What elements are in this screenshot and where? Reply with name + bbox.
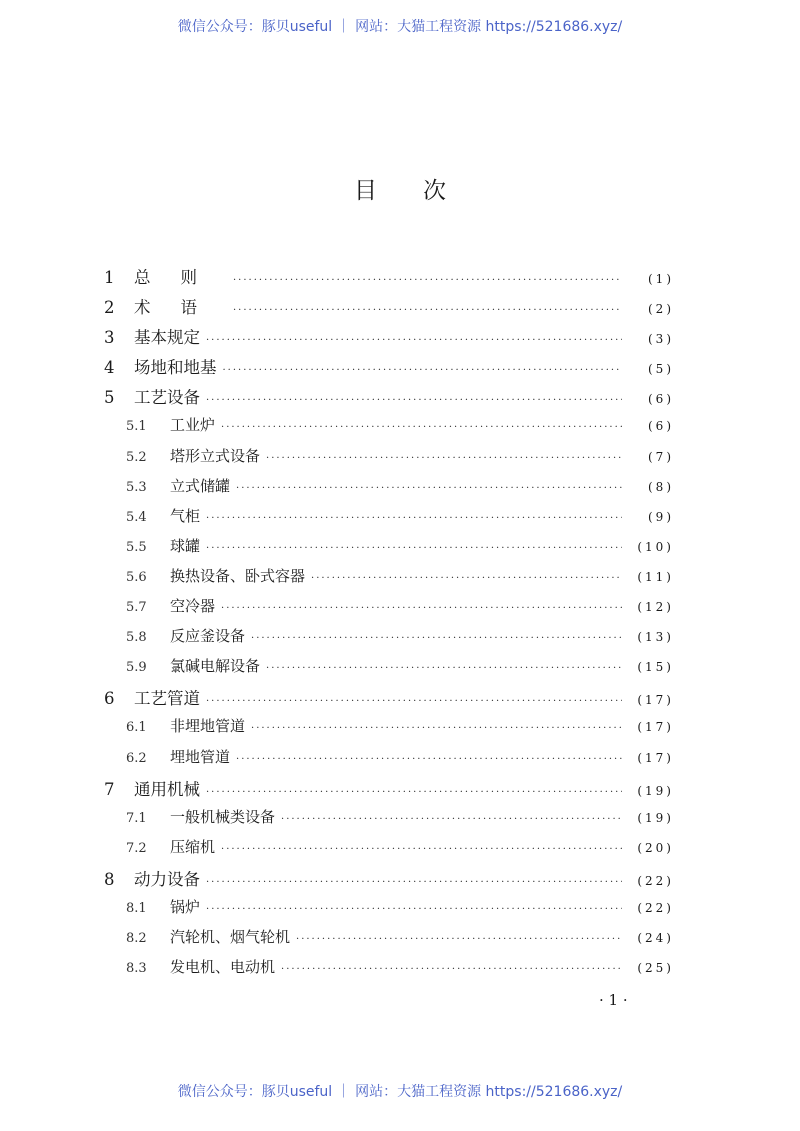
toc-leader-dots <box>281 814 622 825</box>
toc-leader-dots <box>236 754 622 765</box>
toc-entry-page: (17) <box>637 750 674 765</box>
toc-chapter-row[interactable] <box>104 866 674 896</box>
toc-entry-page: (8) <box>648 479 674 494</box>
toc-leader-dots <box>251 633 622 644</box>
toc-entry-label: 基本规定 <box>134 328 200 348</box>
watermark-bottom: 微信公众号：豚贝useful ｜ 网站：大猫工程资源 https://521686.xyz/ <box>177 1084 623 1100</box>
toc-leader-dots <box>266 453 622 464</box>
toc-leader-dots <box>206 395 622 406</box>
toc-chapter-row[interactable] <box>104 264 674 294</box>
toc-entry-label: 球罐 <box>170 536 201 555</box>
toc-entry-label: 动力设备 <box>134 869 200 889</box>
toc-entry-number: 5.5 <box>126 539 147 555</box>
toc-chapter-row[interactable] <box>104 354 674 384</box>
toc-section-row[interactable] <box>104 836 674 866</box>
toc-entry-number: 4 <box>104 358 115 378</box>
page-title: 目次 <box>354 178 492 204</box>
toc-entry-page: (17) <box>637 720 674 735</box>
watermark-top: 微信公众号：豚贝useful ｜ 网站：大猫工程资源 https://521686.xyz/ <box>177 19 623 35</box>
toc-entry-page: (22) <box>637 900 674 915</box>
toc-entry-label: 压缩机 <box>170 837 216 856</box>
toc-entry-page: (5) <box>648 362 674 377</box>
toc-entry-page: (6) <box>648 419 674 434</box>
toc-entry-number: 5.6 <box>126 569 147 585</box>
toc-chapter-row[interactable] <box>104 294 674 324</box>
toc-entry-page: (19) <box>637 810 674 825</box>
toc-entry-label: 总则 <box>134 268 227 287</box>
toc-section-row[interactable] <box>104 535 674 565</box>
toc-entry-number: 5 <box>104 388 115 408</box>
toc-entry-label: 一般机械类设备 <box>170 807 276 826</box>
toc-entry-number: 8.1 <box>126 900 147 916</box>
toc-entry-page: (17) <box>637 693 674 708</box>
toc-entry-page: (19) <box>637 783 674 798</box>
toc-chapter-row[interactable] <box>104 776 674 806</box>
toc-chapter-row[interactable] <box>104 685 674 715</box>
toc-leader-dots <box>221 844 622 855</box>
toc-leader-dots <box>236 483 622 494</box>
toc-section-row[interactable] <box>104 414 674 444</box>
toc-entry-label: 通用机械 <box>134 779 200 799</box>
table-of-contents <box>104 264 674 986</box>
toc-leader-dots <box>311 573 622 584</box>
toc-entry-number: 8 <box>104 869 115 889</box>
toc-entry-page: (20) <box>637 840 674 855</box>
toc-leader-dots <box>223 365 623 376</box>
toc-entry-label: 氯碱电解设备 <box>170 657 261 676</box>
toc-section-row[interactable] <box>104 715 674 745</box>
toc-entry-page: (22) <box>637 873 674 888</box>
toc-entry-number: 3 <box>104 328 115 348</box>
toc-entry-page: (7) <box>648 449 674 464</box>
toc-entry-label: 反应釜设备 <box>170 627 246 646</box>
toc-section-row[interactable] <box>104 926 674 956</box>
toc-entry-page: (13) <box>637 630 674 645</box>
toc-entry-label: 换热设备、卧式容器 <box>170 566 306 585</box>
toc-entry-label: 工艺管道 <box>134 689 200 709</box>
toc-entry-label: 空冷器 <box>170 597 216 616</box>
toc-entry-page: (1) <box>648 272 674 286</box>
toc-leader-dots <box>233 305 622 316</box>
toc-leader-dots <box>266 663 622 674</box>
toc-entry-label: 立式储罐 <box>170 476 231 495</box>
toc-leader-dots <box>251 723 622 734</box>
toc-entry-label: 塔形立式设备 <box>170 446 261 465</box>
toc-entry-number: 7.1 <box>126 810 147 826</box>
toc-leader-dots <box>206 696 622 707</box>
toc-entry-number: 5.4 <box>126 509 147 525</box>
toc-leader-dots <box>206 543 622 554</box>
toc-entry-page: (2) <box>648 302 674 317</box>
toc-entry-number: 5.8 <box>126 630 147 646</box>
toc-leader-dots <box>233 275 622 286</box>
toc-section-row[interactable] <box>104 475 674 505</box>
toc-entry-label: 气柜 <box>170 506 201 525</box>
toc-entry-label: 场地和地基 <box>134 358 217 378</box>
toc-entry-number: 6.2 <box>126 750 147 766</box>
toc-section-row[interactable] <box>104 445 674 475</box>
toc-entry-page: (24) <box>637 931 674 946</box>
toc-leader-dots <box>206 877 622 888</box>
toc-entry-number: 5.7 <box>126 600 147 616</box>
toc-leader-dots <box>206 787 622 798</box>
toc-entry-page: (12) <box>637 600 674 615</box>
toc-entry-number: 7.2 <box>126 840 147 856</box>
toc-entry-number: 2 <box>104 298 115 318</box>
toc-entry-page: (11) <box>637 569 674 584</box>
toc-entry-number: 6.1 <box>126 720 147 736</box>
toc-section-row[interactable] <box>104 595 674 625</box>
toc-entry-number: 7 <box>104 779 115 799</box>
toc-entry-label: 埋地管道 <box>170 747 231 766</box>
toc-entry-page: (15) <box>637 660 674 675</box>
toc-entry-label: 工艺设备 <box>134 388 200 408</box>
toc-entry-number: 8.2 <box>126 931 147 947</box>
toc-entry-label: 汽轮机、烟气轮机 <box>170 928 291 947</box>
toc-entry-number: 1 <box>104 268 115 287</box>
toc-leader-dots <box>296 934 622 945</box>
toc-entry-label: 发电机、电动机 <box>170 958 276 977</box>
toc-entry-page: (10) <box>637 539 674 554</box>
toc-entry-number: 5.1 <box>126 419 147 435</box>
toc-entry-page: (3) <box>648 332 674 347</box>
toc-entry-number: 6 <box>104 689 115 709</box>
page-number: · 1 · <box>599 991 628 1009</box>
toc-leader-dots <box>206 513 622 524</box>
toc-entry-page: (25) <box>637 961 674 976</box>
toc-chapter-row[interactable] <box>104 384 674 414</box>
toc-entry-page: (9) <box>648 509 674 524</box>
toc-entry-page: (6) <box>648 392 674 407</box>
toc-section-row[interactable] <box>104 746 674 776</box>
toc-entry-number: 5.3 <box>126 479 147 495</box>
toc-entry-number: 5.2 <box>126 449 147 465</box>
toc-entry-number: 5.9 <box>126 660 147 676</box>
toc-leader-dots <box>206 335 622 346</box>
toc-section-row[interactable] <box>104 655 674 685</box>
toc-entry-label: 锅炉 <box>170 897 201 916</box>
toc-section-row[interactable] <box>104 806 674 836</box>
toc-entry-label: 非埋地管道 <box>170 717 246 736</box>
toc-section-row[interactable] <box>104 505 674 535</box>
toc-chapter-row[interactable] <box>104 324 674 354</box>
toc-section-row[interactable] <box>104 565 674 595</box>
toc-leader-dots <box>206 904 622 915</box>
toc-section-row[interactable] <box>104 956 674 986</box>
toc-entry-number: 8.3 <box>126 961 147 977</box>
toc-leader-dots <box>281 964 622 975</box>
toc-entry-label: 术语 <box>134 298 227 318</box>
toc-section-row[interactable] <box>104 625 674 655</box>
toc-leader-dots <box>221 603 622 614</box>
toc-entry-label: 工业炉 <box>170 416 216 435</box>
toc-section-row[interactable] <box>104 896 674 926</box>
toc-leader-dots <box>221 422 622 433</box>
